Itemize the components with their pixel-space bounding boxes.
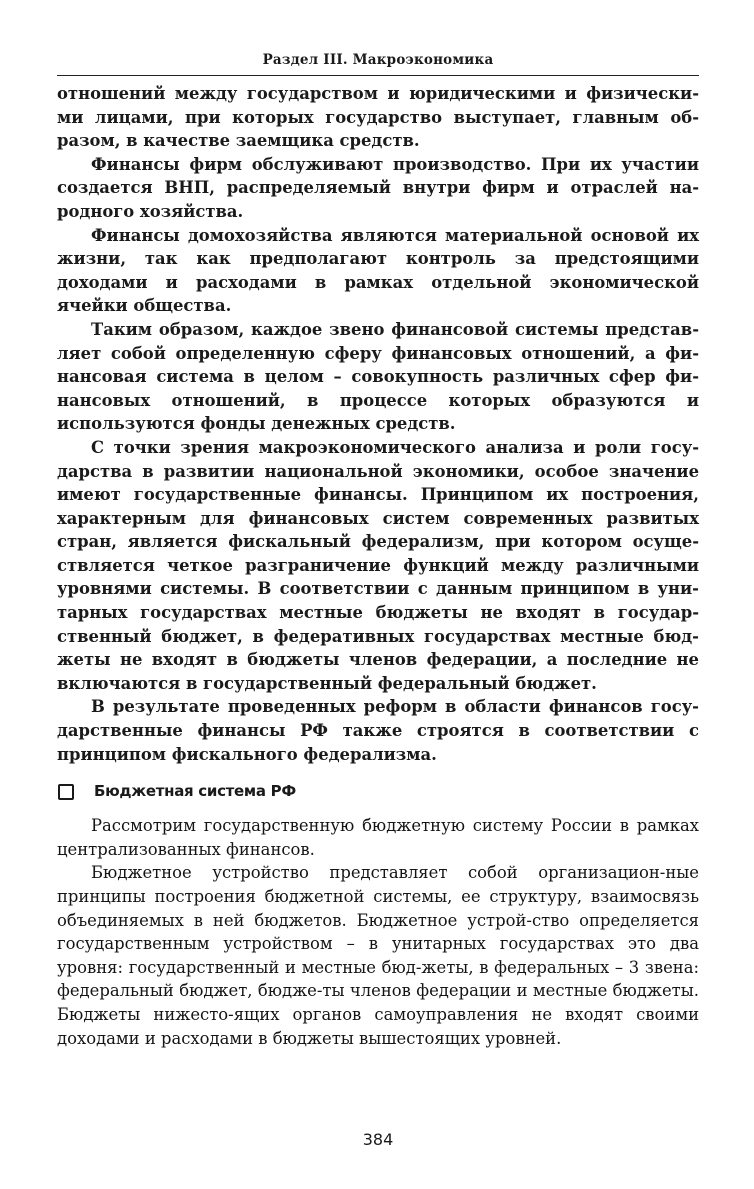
header-rule <box>57 75 699 76</box>
paragraph-budget-structure: Бюджетное устройство представляет собой организацион-ные принципы построения бюджетной системы, ее структуру, взаимосвязь объединяемых в ней бюджетов. Бюджетное устрой-ство определяется государственным устройством – в унитарных государствах это два уровня: государственный и местные бюд-жеты, в федеральных – 3 звена: федеральный бюджет, бюдже-ты членов федерации и местные бюджеты. Бюджеты нижесто-ящих органов самоуправления не входят своими доходами и расходами в бюджеты вышестоящих уровней. <box>57 863 699 1048</box>
running-header: Раздел III. Макроэкономика <box>262 52 494 68</box>
paragraph-reforms: В результате проведенных реформ в области финансов госу-дарственные финансы РФ также строятся в соответствии с принципом фискального федерализма. <box>57 697 699 764</box>
paragraph-budget-intro: Рассмотрим государственную бюджетную систему России в рамках централизованных финансов. <box>57 816 699 859</box>
square-bullet-icon <box>58 784 74 800</box>
paragraph-fiscal-federalism: С точки зрения макроэкономического анализа и роли госу-дарства в развитии национальной экономики, особое значение имеют государственные финансы. Принципом их построения, характерным для финансовых систем современных развитых стран, является фискальный федерализм, при котором осуще-ствляется четкое разграничение функций между различными уровнями системы. В соответствии с данным принципом в уни-тарных государствах местные бюджеты не входят в государ-ственный бюджет, в федеративных государствах местные бюд-жеты не входят в бюджеты членов федерации, а последние не включаются в государственный федеральный бюджет. <box>57 437 699 693</box>
paragraph-continuation: отношений между государством и юридическими и физически-ми лицами, при которых государство выступает, главным об-разом, в качестве заемщика средств. <box>57 84 699 151</box>
page-body <box>57 82 699 1050</box>
section-heading-text: Бюджетная система РФ <box>94 782 296 801</box>
section-body <box>57 814 699 1050</box>
page-number: 384 <box>362 1130 394 1149</box>
paragraph-household-finance: Финансы домохозяйства являются материальной основой их жизни, так как предполагают контроль за предстоящими доходами и расходами в рамках отдельной экономической ячейки общества. <box>57 225 699 316</box>
section-heading <box>57 779 699 805</box>
paragraph-financial-system: Таким образом, каждое звено финансовой системы представ-ляет собой определенную сферу финансовых отношений, а фи-нансовая система в целом – совокупность различных сфер фи-нансовых отношений, в процессе которых образуются и используются фонды денежных средств. <box>57 319 699 434</box>
paragraph-firm-finance: Финансы фирм обслуживают производство. При их участии создается ВНП, распределяемый внутри фирм и отраслей на-родного хозяйства. <box>57 154 699 221</box>
